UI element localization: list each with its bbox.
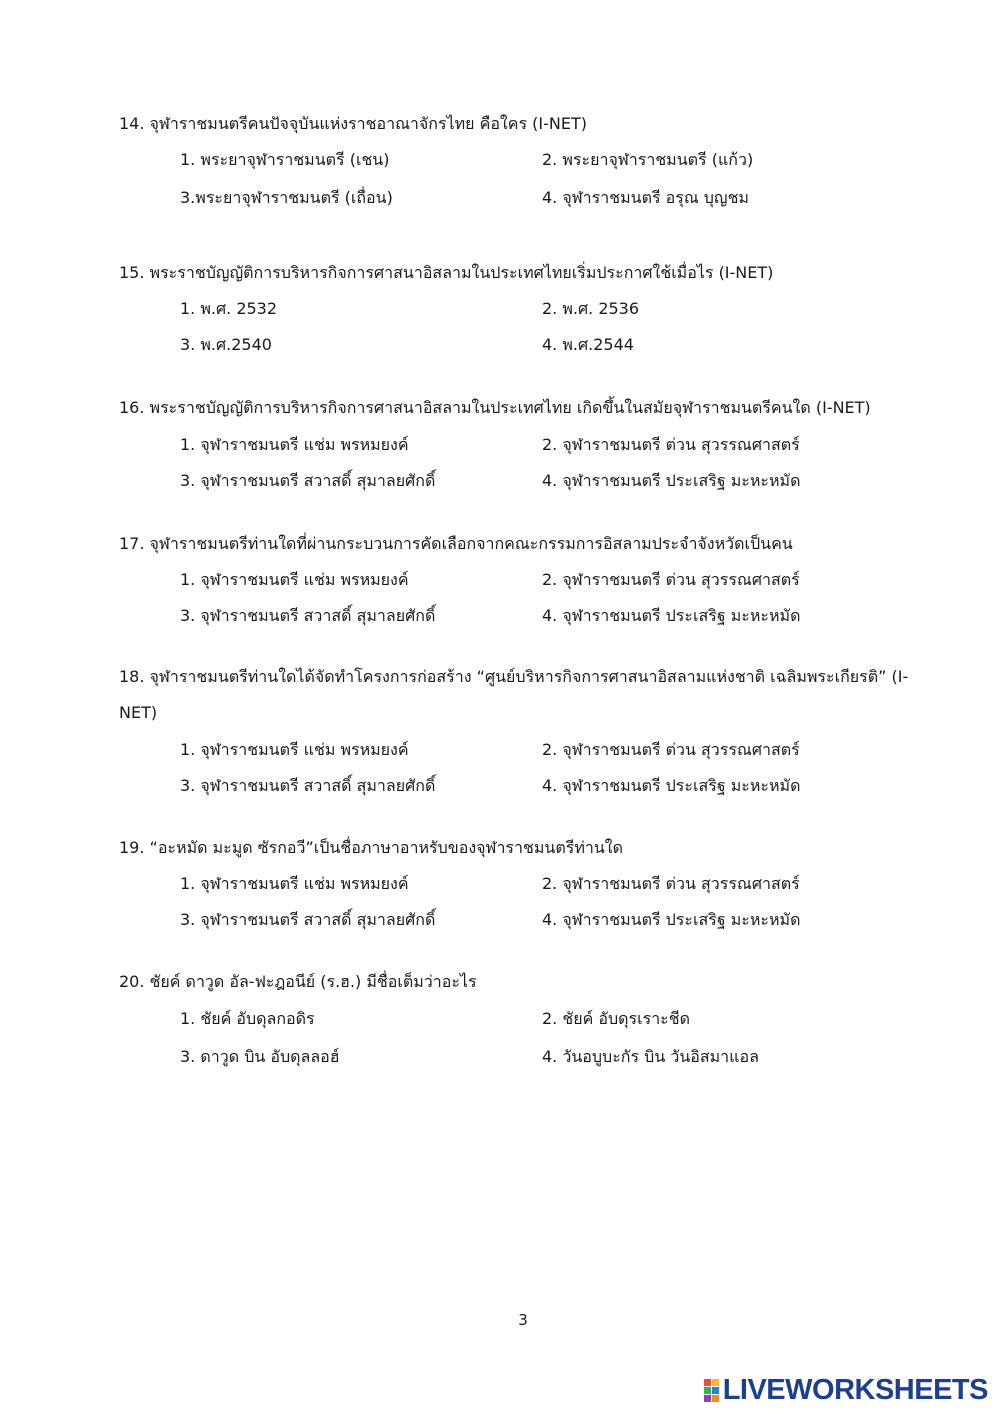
question-14-option-4: 4. จุฬาราชมนตรี อรุณ บุญชม bbox=[542, 188, 749, 207]
question-16-option-2: 2. จุฬาราชมนตรี ต่วน สุวรรณศาสตร์ bbox=[542, 435, 800, 454]
liveworksheets-logo-icon bbox=[704, 1379, 719, 1402]
logo-square bbox=[704, 1379, 711, 1386]
question-19-option-4: 4. จุฬาราชมนตรี ประเสริฐ มะหะหมัด bbox=[542, 910, 801, 929]
question-20-option-2: 2. ชัยค์ อับดุรเราะชีด bbox=[542, 1009, 691, 1028]
question-18: 18. จุฬาราชมนตรีท่านใดได้จัดทำโครงการก่อสร้าง “ศูนย์บริหารกิจการศาสนาอิสลามแห่งชาติ เฉลิมพระเกียรติ” (I-NET) bbox=[119, 667, 909, 722]
page-number: 3 bbox=[518, 1311, 528, 1329]
question-16-option-1: 1. จุฬาราชมนตรี แช่ม พรหมยงค์ bbox=[180, 435, 409, 454]
logo-square bbox=[704, 1395, 711, 1402]
question-16: 16. พระราชบัญญัติการบริหารกิจการศาสนาอิสลามในประเทศไทย เกิดขึ้นในสมัยจุฬาราชมนตรีคนใด (I-NET) bbox=[119, 398, 871, 417]
logo-square bbox=[712, 1395, 719, 1402]
question-15-option-3: 3. พ.ศ.2540 bbox=[180, 335, 272, 354]
question-15-option-2: 2. พ.ศ. 2536 bbox=[542, 299, 640, 318]
question-14: 14. จุฬาราชมนตรีคนปัจจุบันแห่งราชอาณาจักรไทย คือใคร (I-NET) bbox=[119, 114, 587, 133]
logo-square bbox=[704, 1387, 711, 1394]
question-14-option-2: 2. พระยาจุฬาราชมนตรี (แก้ว) bbox=[542, 150, 754, 169]
question-16-option-4: 4. จุฬาราชมนตรี ประเสริฐ มะหะหมัด bbox=[542, 471, 801, 490]
question-19: 19. “อะหมัด มะมูด ซัรกอวี”เป็นชื่อภาษาอาหรับของจุฬาราชมนตรีท่านใด bbox=[119, 838, 623, 857]
question-18-option-4: 4. จุฬาราชมนตรี ประเสริฐ มะหะหมัด bbox=[542, 776, 801, 795]
question-20-option-4: 4. วันอบูบะกัร บิน วันอิสมาแอล bbox=[542, 1047, 759, 1066]
logo-square bbox=[712, 1379, 719, 1386]
question-17-option-4: 4. จุฬาราชมนตรี ประเสริฐ มะหะหมัด bbox=[542, 606, 801, 625]
question-19-option-1: 1. จุฬาราชมนตรี แช่ม พรหมยงค์ bbox=[180, 874, 409, 893]
question-19-option-2: 2. จุฬาราชมนตรี ต่วน สุวรรณศาสตร์ bbox=[542, 874, 800, 893]
liveworksheets-logo bbox=[704, 1374, 988, 1407]
question-20-option-1: 1. ชัยค์ อับดุลกอดิร bbox=[180, 1009, 315, 1028]
question-15: 15. พระราชบัญญัติการบริหารกิจการศาสนาอิสลามในประเทศไทยเริ่มประกาศใช้เมื่อไร (I-NET) bbox=[119, 263, 774, 282]
logo-square bbox=[712, 1387, 719, 1394]
question-17-option-1: 1. จุฬาราชมนตรี แช่ม พรหมยงค์ bbox=[180, 570, 409, 589]
question-14-option-1: 1. พระยาจุฬาราชมนตรี (เชน) bbox=[180, 150, 390, 169]
question-16-option-3: 3. จุฬาราชมนตรี สวาสดิ์ สุมาลยศักดิ์ bbox=[180, 471, 436, 490]
question-20: 20. ชัยค์ ดาวูด อัล-ฟะฎอนีย์ (ร.ฮ.) มีชื่อเต็มว่าอะไร bbox=[119, 972, 477, 991]
question-18-option-2: 2. จุฬาราชมนตรี ต่วน สุวรรณศาสตร์ bbox=[542, 740, 800, 759]
question-17-option-3: 3. จุฬาราชมนตรี สวาสดิ์ สุมาลยศักดิ์ bbox=[180, 606, 436, 625]
question-15-option-1: 1. พ.ศ. 2532 bbox=[180, 299, 278, 318]
question-14-option-3: 3.พระยาจุฬาราชมนตรี (เถื่อน) bbox=[180, 188, 393, 207]
question-19-option-3: 3. จุฬาราชมนตรี สวาสดิ์ สุมาลยศักดิ์ bbox=[180, 910, 436, 929]
liveworksheets-logo-text: LIVEWORKSHEETS bbox=[722, 1374, 988, 1406]
question-20-option-3: 3. ดาวูด บิน อับดุลลอฮ์ bbox=[180, 1047, 340, 1066]
question-17-option-2: 2. จุฬาราชมนตรี ต่วน สุวรรณศาสตร์ bbox=[542, 570, 800, 589]
question-17: 17. จุฬาราชมนตรีท่านใดที่ผ่านกระบวนการคัดเลือกจากคณะกรรมการอิสลามประจำจังหวัดเป็นคน bbox=[119, 534, 793, 553]
question-18-option-3: 3. จุฬาราชมนตรี สวาสดิ์ สุมาลยศักดิ์ bbox=[180, 776, 436, 795]
question-15-option-4: 4. พ.ศ.2544 bbox=[542, 335, 634, 354]
question-18-option-1: 1. จุฬาราชมนตรี แช่ม พรหมยงค์ bbox=[180, 740, 409, 759]
